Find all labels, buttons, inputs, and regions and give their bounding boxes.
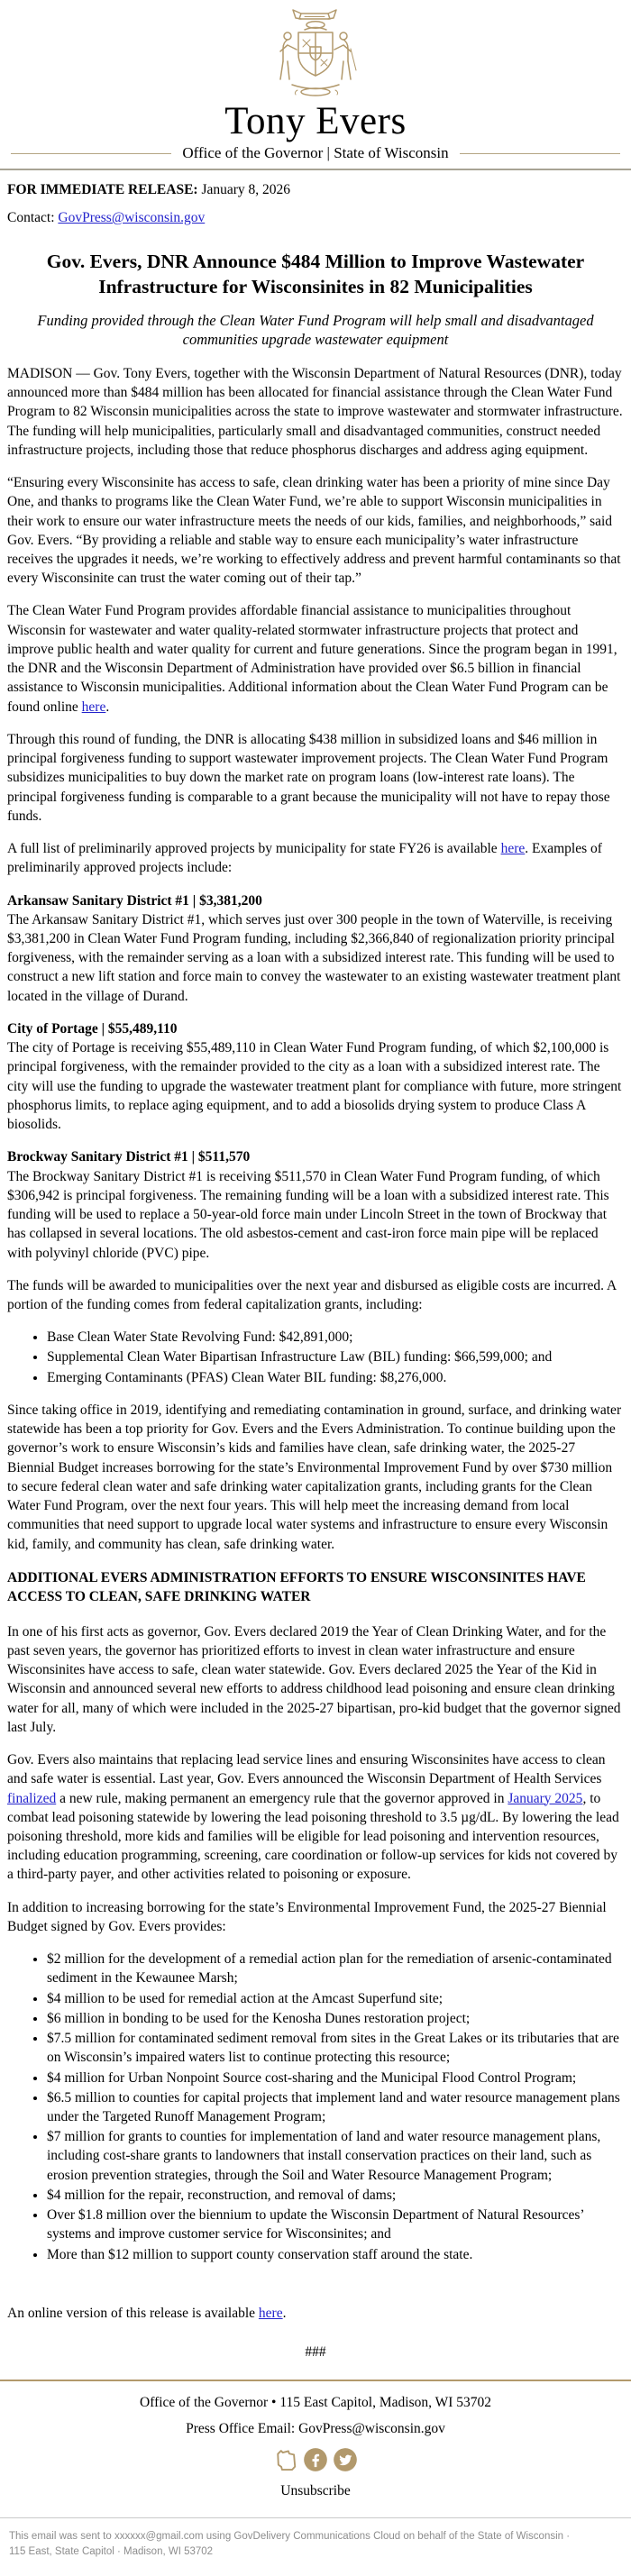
project-heading: Brockway Sanitary District #1 | $511,570 (7, 1149, 251, 1165)
body-paragraph (7, 1276, 624, 1314)
text-run: . (105, 699, 110, 715)
subheadline: Funding provided through the Clean Water Fund Program will help small and disadvantaged communities upgrade wastewater equipment (37, 312, 594, 349)
body-paragraph (7, 1898, 624, 1936)
project-block (7, 1147, 624, 1262)
project-text (7, 1038, 624, 1134)
body-paragraph (7, 601, 624, 716)
text-run: $2 million for the development of a remedial action plan for the remediation of arsenic-contaminated sediment in the Kewaunee Marsh; (47, 1951, 612, 1987)
text-run: The Clean Water Fund Program provides affordable financial assistance to municipalities throughout Wisconsin for wastewater and water quality-related stormwater infrastructure projects that protect and improve public health and water quality for current and future generations. Since the program began in 1991, the DNR and the Wisconsin Department of Administration have provided over $6.5 billion in financial assistance to Wisconsin municipalities. Additional information about the Clean Water Fund Program can be found online (7, 603, 617, 715)
twitter-icon[interactable] (333, 2447, 358, 2472)
text-run: $7 million for grants to counties for implementation of land and water resource management plans, including cost-share grants to landowners that install conservation practices on their land, such as erosion prevention strategies, through the Soil and Water Resource Management Program; (47, 2129, 601, 2183)
wisconsin-coat-of-arms-icon (258, 5, 373, 101)
bullet-item (47, 2088, 624, 2126)
body-paragraph (7, 1622, 624, 1737)
fine-print: This email was sent to xxxxxx@gmail.com using GovDelivery Communications Cloud on behalf of the State of Wisconsin · 115 East, State Capitol · Madison, WI 53702 (9, 2531, 571, 2558)
body-content (0, 364, 631, 2361)
text-run: The Arkansaw Sanitary District #1, which serves just over 300 people in the town of Waterville, is receiving $3,381,200 in Clean Water Fund Program funding, including $2,366,840 of regionalization priority principal forgiveness, with the remainder serving as a loan with a subsidized interest rate. This funding will be used to construct a new lift station and force main to convey the wastewater to an existing wastewater treatment plant located in the village of Durand. (7, 911, 621, 1004)
governor-name: Tony Evers (224, 100, 407, 142)
text-run: , to combat lead poisoning statewide by lowering the lead poisoning threshold to 3.5 µg/dL. By lowering the lead poisoning threshold, more kids and families will be eligible for lead poisoning and intervention resources, including education programming, screening, care coordination or follow-up services for kids not covered by a third-party payer, and other activities related to poisoning or exposure. (7, 1790, 619, 1883)
headline: Gov. Evers, DNR Announce $484 Million to Improve Wastewater Infrastructure for Wisconsinites in 82 Municipalities (46, 251, 585, 298)
inline-link[interactable]: here (500, 841, 526, 857)
text-run: Emerging Contaminants (PFAS) Clean Water BIL funding: $8,276,000. (47, 1369, 447, 1385)
text-run: Base Clean Water State Revolving Fund: $42,891,000; (47, 1329, 353, 1346)
text-run: Over $1.8 million over the biennium to update the Wisconsin Department of Natural Resources’ systems and improve customer service for Wisconsinites; and (47, 2207, 584, 2243)
body-paragraph (7, 2304, 624, 2323)
contact-line (7, 210, 624, 226)
project-heading: Arkansaw Sanitary District #1 | $3,381,200 (7, 892, 262, 909)
bullet-item (47, 1368, 624, 1387)
bullet-list (7, 1950, 624, 2264)
tagline-row (0, 144, 631, 162)
footer-press-email: Press Office Email: GovPress@wisconsin.gov (186, 2421, 445, 2437)
text-run: $7.5 million for contaminated sediment removal from sites in the Great Lakes or its tributaries that are on Wisconsin’s impaired waters list to continue protecting this resource; (47, 2031, 619, 2066)
text-run: In addition to increasing borrowing for the state’s Environmental Improvement Fund, the 2025-27 Biennial Budget signed by Gov. Evers provides: (7, 1899, 607, 1934)
bullet-item (47, 1328, 624, 1347)
bullet-item (47, 2069, 624, 2087)
project-heading: City of Portage | $55,489,110 (7, 1020, 178, 1037)
text-run: In one of his first acts as governor, Gov. Evers declared 2019 the Year of Clean Drinking Water, and for the past seven years, the governor has prioritized efforts to invest in clean water infrastructure and ensure Wisconsinites have access to safe, clean water statewide. Gov. Evers declared 2025 the Year of the Kid in Wisconsin and announced several new efforts to address childhood lead poisoning and ensure clean drinking water for all, many of which were included in the 2025-27 bipartisan, pro-kid budget that the governor signed last July. (7, 1623, 621, 1735)
social-row (0, 2447, 631, 2472)
release-label: FOR IMMEDIATE RELEASE: (7, 182, 198, 198)
text-run: The funds will be awarded to municipalities over the next year and disbursed as eligible costs are incurred. A portion of the funding comes from federal capitalization grants, including: (7, 1277, 617, 1312)
footer-address: Office of the Governor • 115 East Capitol, Madison, WI 53702 (140, 2395, 491, 2411)
body-paragraph (7, 473, 624, 588)
body-paragraph (7, 1750, 624, 1885)
text-run: $6 million in bonding to be used for the Kenosha Dunes restoration project; (47, 2010, 471, 2026)
text-run: MADISON — Gov. Tony Evers, together with the Wisconsin Department of Natural Resources (DNR), today announced more than $484 million has been allocated for financial assistance through the Clean Water Fund Program to 82 Wisconsin municipalities across the state to improve wastewater and stormwater infrastructure. The funding will help municipalities, particularly small and disadvantaged communities, construct needed infrastructure projects, including those that reduce phosphorus discharges and address aging equipment. (7, 365, 623, 458)
bullet-item (47, 1950, 624, 1987)
bullet-item (47, 1989, 624, 2008)
text-run: $4 million for the repair, reconstruction, and removal of dams; (47, 2187, 397, 2203)
release-date: January 8, 2026 (197, 182, 291, 198)
body-paragraph (7, 364, 624, 460)
wisconsin-state-icon[interactable] (273, 2447, 298, 2472)
facebook-icon[interactable] (303, 2447, 328, 2472)
end-marker: ### (305, 2344, 326, 2361)
bullet-item (47, 2127, 624, 2185)
spacer (7, 2278, 624, 2290)
inline-link[interactable]: here (258, 2305, 283, 2321)
tagline-rule-left (11, 153, 171, 154)
tagline-rule-right (460, 153, 620, 154)
bullet-item (47, 1347, 624, 1366)
header-divider (0, 169, 631, 170)
release-info (0, 182, 631, 226)
text-run: An online version of this release is available (7, 2305, 259, 2321)
text-run: . (282, 2305, 287, 2321)
inline-link[interactable]: finalized (7, 1790, 57, 1806)
body-paragraph (7, 839, 624, 877)
bullet-list (7, 1328, 624, 1387)
bullet-item (47, 2186, 624, 2205)
contact-label: Contact: (7, 210, 59, 226)
project-text (7, 1167, 624, 1263)
text-run: The Brockway Sanitary District #1 is receiving $511,570 in Clean Water Fund Program funding, of which $306,942 is principal forgiveness. The remaining funding will be a loan with a subsidized interest rate. This funding will be used to replace a 50-year-old force main under Lincoln Street in the town of Brockway that has collapsed in several locations. The old asbestos-cement and cast-iron force main pipe will be replaced with polyvinyl chloride (PVC) pipe. (7, 1168, 609, 1261)
inline-link[interactable]: here (81, 699, 106, 715)
text-run: $4 million to be used for remedial action at the Amcast Superfund site; (47, 1990, 444, 2006)
office-tagline: Office of the Governor | State of Wisconsin (182, 144, 449, 162)
bullet-item (47, 2206, 624, 2243)
text-run: More than $12 million to support county conservation staff around the state. (47, 2246, 473, 2262)
contact-email-link[interactable]: GovPress@wisconsin.gov (58, 210, 206, 226)
project-text (7, 910, 624, 1006)
text-run: a new rule, making permanent an emergency rule that the governor approved in (56, 1790, 508, 1806)
bullet-item (47, 2029, 624, 2067)
unsubscribe-link[interactable]: Unsubscribe (280, 2483, 351, 2499)
text-run: “Ensuring every Wisconsinite has access to safe, clean drinking water has been a priority of mine since Day One, and thanks to programs like the Clean Water Fund, we’re able to support Wisconsin municipalities in their work to ensure our water infrastructure meets the needs of our kids, families, and neighborhoods,” said Gov. Evers. “By providing a reliable and stable way to ensure each municipality’s water infrastructure receives the upgrades it needs, we’re working to effectively address and prevent harmful contaminants so that every Wisconsinite can trust the water coming out of their tap.” (7, 475, 621, 587)
bullet-item (47, 2245, 624, 2264)
header (0, 0, 631, 170)
text-run: $6.5 million to counties for capital projects that implement land and water resource management plans under the Targeted Runoff Management Program; (47, 2089, 620, 2125)
inline-link[interactable]: January 2025 (508, 1790, 583, 1806)
text-run: Gov. Evers also maintains that replacing lead service lines and ensuring Wisconsinites have access to clean and safe water is essential. Last year, Gov. Evers announced the Wisconsin Department of Health Services (7, 1752, 606, 1787)
footer (0, 2381, 631, 2508)
text-run: The city of Portage is receiving $55,489,110 in Clean Water Fund Program funding, of which $2,100,000 is principal forgiveness, with the remainder provided to the city as a loan with a subsidized interest rate. The city will use the funding to upgrade the wastewater treatment plant for compliance with future, more stringent phosphorus limits, to replace aging equipment, and to add a biosolids drying system to produce Class A biosolids. (7, 1040, 622, 1133)
text-run: $4 million for Urban Nonpoint Source cost-sharing and the Municipal Flood Control Program; (47, 2069, 577, 2086)
bullet-item (47, 2009, 624, 2028)
body-paragraph (7, 730, 624, 826)
text-run: Since taking office in 2019, identifying and remediating contamination in ground, surface, and drinking water statewide has been a top priority for Gov. Evers and the Evers Administration. To continue building upon the governor’s work to ensure Wisconsin’s kids and families have clean, safe drinking water, the 2025-27 Biennial Budget increases borrowing for the state’s Environmental Improvement Fund by over $730 million to secure federal clean water and safe drinking water capitalization grants, including grants for the Clean Water Fund Program, over the next four years. This will help meet the increasing demand from local communities that need support to upgrade local water systems and infrastructure to ensure every Wisconsin kid, family, and community has clean, safe drinking water. (7, 1402, 622, 1552)
project-block (7, 1019, 624, 1134)
release-date-line (7, 182, 624, 198)
text-run: Through this round of funding, the DNR is allocating $438 million in subsidized loans and $46 million in principal forgiveness funding to support wastewater improvement projects. The Clean Water Fund Program subsidizes municipalities to buy down the market rate on program loans (low-interest rate loans). The principal forgiveness funding is comparable to a grant because the municipality will not have to repay those funds. (7, 731, 610, 824)
body-paragraph (7, 1401, 624, 1554)
text-run: . Examples of preliminarily approved projects include: (7, 841, 602, 876)
text-run: A full list of preliminarily approved projects by municipality for state FY26 is available (7, 841, 501, 857)
text-run: Supplemental Clean Water Bipartisan Infrastructure Law (BIL) funding: $66,599,000; and (47, 1349, 553, 1366)
project-block (7, 891, 624, 1006)
section-heading: ADDITIONAL EVERS ADMINISTRATION EFFORTS TO ENSURE WISCONSINITES HAVE ACCESS TO CLEAN, SAFE DRINKING WATER (7, 1569, 586, 1604)
